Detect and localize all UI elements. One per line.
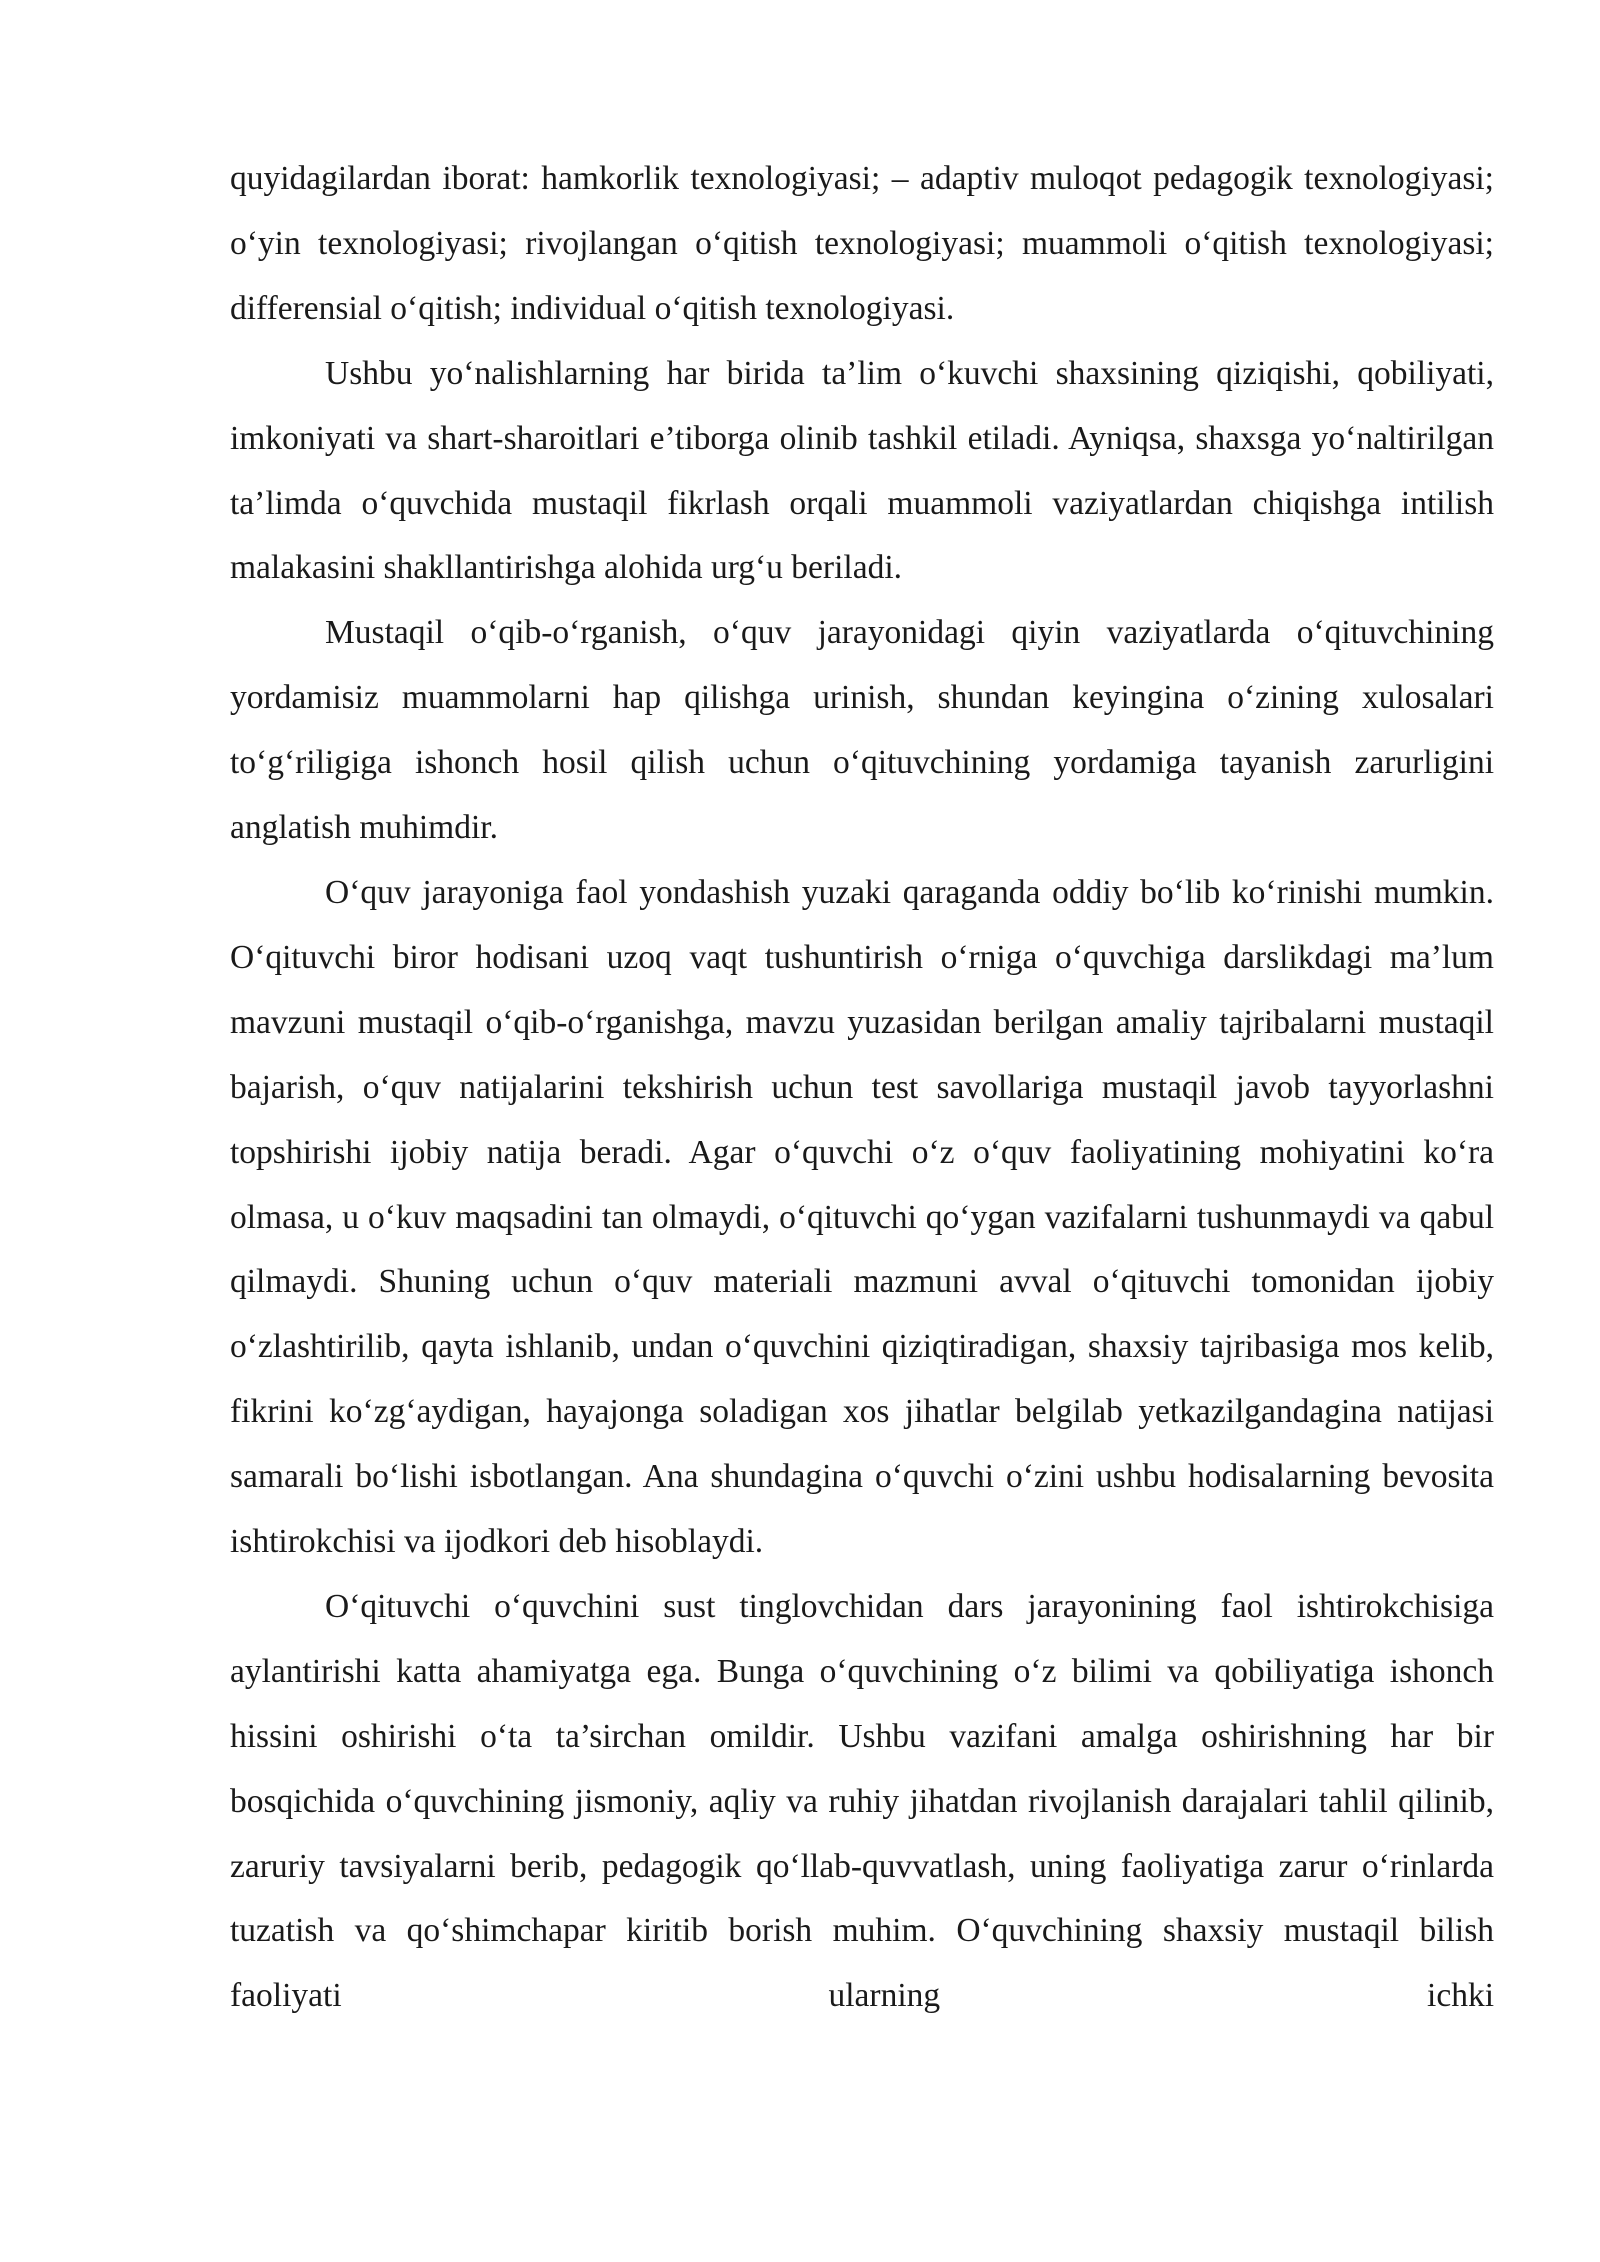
paragraph-5: O‘qituvchi o‘quvchini sust tinglovchidan dars jarayonining faol ishtirokchisiga aylantirishi katta ahamiyatga ega. Bunga o‘quvchining o‘z bilimi va qobiliyatiga ishonch hissini oshirishi o‘ta ta’sirchan omildir. Ushbu vazifani amalga oshirishning har bir bosqichida o‘quvchining jismoniy, aqliy va ruhiy jihatdan rivojlanish darajalari tahlil qilinib, zaruriy tavsiyalarni berib, pedagogik qo‘llab-quvvatlash, uning faoliyatiga zarur o‘rinlarda tuzatish va qo‘shimchapar kiritib borish muhim. O‘quvchining shaxsiy mustaqil bilish faoliyati ularning ichki bbox=[230, 1587, 1494, 2015]
document-body bbox=[230, 147, 1494, 2029]
paragraph-2: Ushbu yo‘nalishlarning har birida ta’lim o‘kuvchi shaxsining qiziqishi, qobiliyati, imkoniyati va shart-sharoitlari e’tiborga olinib tashkil etiladi. Ayniqsa, shaxsga yo‘naltirilgan ta’limda o‘quvchida mustaqil fikrlash orqali muammoli vaziyatlardan chiqishga intilish malakasini shakllantirishga alohida urg‘u beriladi. bbox=[230, 354, 1494, 587]
paragraph-1: quyidagilardan iborat: hamkorlik texnologiyasi; – adaptiv muloqot pedagogik texnologiyasi; o‘yin texnologiyasi; rivojlangan o‘qitish texnologiyasi; muammoli o‘qitish texnologiyasi; differensial o‘qitish; individual o‘qitish texnologiyasi. bbox=[230, 160, 1494, 327]
paragraph-3: Mustaqil o‘qib-o‘rganish, o‘quv jarayonidagi qiyin vaziyatlarda o‘qituvchining yordamisiz muammolarni hap qilishga urinish, shundan keyingina o‘zining xulosalari to‘g‘riligiga ishonch hosil qilish uchun o‘qituvchining yordamiga tayanish zarurligini anglatish muhimdir. bbox=[230, 614, 1494, 847]
paragraph-4: O‘quv jarayoniga faol yondashish yuzaki qaraganda oddiy bo‘lib ko‘rinishi mumkin. O‘qituvchi biror hodisani uzoq vaqt tushuntirish o‘rniga o‘quvchiga darslikdagi ma’lum mavzuni mustaqil o‘qib-o‘rganishga, mavzu yuzasidan berilgan amaliy tajribalarni mustaqil bajarish, o‘quv natijalarini tekshirish uchun test savollariga mustaqil javob tayyorlashni topshirishi ijobiy natija beradi. Agar o‘quvchi o‘z o‘quv faoliyatining mohiyatini ko‘ra olmasa, u o‘kuv maqsadini tan olmaydi, o‘qituvchi qo‘ygan vazifalarni tushunmaydi va qabul qilmaydi. Shuning uchun o‘quv materiali mazmuni avval o‘qituvchi tomonidan ijobiy o‘zlashtirilib, qayta ishlanib, undan o‘quvchini qiziqtiradigan, shaxsiy tajribasiga mos kelib, fikrini ko‘zg‘aydigan, hayajonga soladigan xos jihatlar belgilab yetkazilgandagina natijasi samarali bo‘lishi isbotlangan. Ana shundagina o‘quvchi o‘zini ushbu hodisalarning bevosita ishtirokchisi va ijodkori deb hisoblaydi. bbox=[230, 873, 1494, 1561]
